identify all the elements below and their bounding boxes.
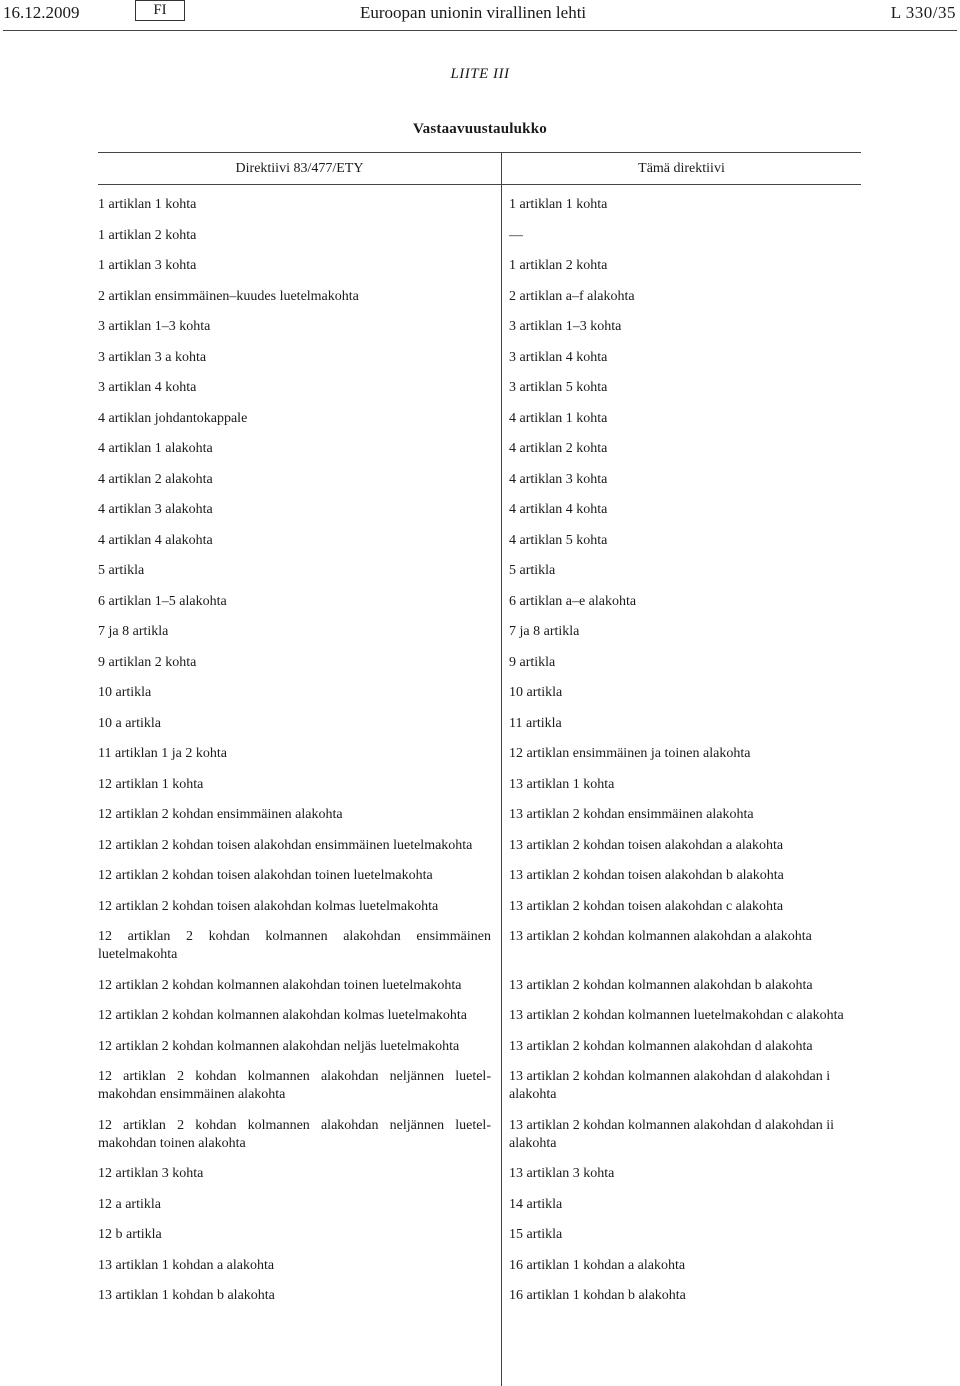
cell-old-reference: 11 artiklan 1 ja 2 kohta: [98, 746, 227, 761]
cell-old-reference: 12 artiklan 2 kohdan kolmannen alakohdan ensimmäinen luetelmakohta: [98, 929, 491, 962]
cell-old-reference: 12 artiklan 2 kohdan toisen alakohdan kolmas luetelmakohta: [98, 898, 439, 914]
cell-old-reference: 1 artiklan 3 kohta: [98, 258, 197, 273]
cell-old-reference: 4 artiklan 2 alakohta: [98, 471, 213, 487]
table-row: [98, 1165, 861, 1183]
table-row: [98, 654, 861, 672]
header-rule: [3, 30, 957, 31]
table-row: [98, 1117, 861, 1153]
language-badge: FI: [135, 0, 185, 21]
table-row: [98, 593, 861, 611]
cell-old-reference: 5 artikla: [98, 563, 145, 578]
cell-new-reference: 13 artiklan 2 kohdan toisen alakohdan a alakohta: [509, 837, 784, 853]
table-row: [98, 257, 861, 275]
table-row: [98, 227, 861, 245]
cell-old-reference: 12 artiklan 2 kohdan kolmannen alakohdan toinen luetelmakohta: [98, 977, 462, 993]
cell-new-reference: 3 artiklan 4 kohta: [509, 349, 608, 365]
cell-new-reference: 6 artiklan a–e alakohta: [509, 593, 637, 609]
cell-new-reference: 1 artiklan 2 kohta: [509, 258, 608, 273]
cell-new-reference: 4 artiklan 1 kohta: [509, 410, 608, 426]
cell-new-reference: 9 artikla: [509, 654, 556, 670]
table-row: [98, 684, 861, 702]
cell-new-reference: 4 artiklan 4 kohta: [509, 502, 608, 517]
cell-old-reference: 3 artiklan 1–3 kohta: [98, 319, 211, 334]
cell-old-reference: 12 artiklan 2 kohdan kolmannen alakohdan neljännen luetelmakohdan ensimmäinen alakohta: [98, 1069, 491, 1102]
table-body: [98, 196, 861, 1318]
cell-old-reference: 12 artiklan 2 kohdan kolmannen alakohdan kolmas luetelmakohta: [98, 1008, 467, 1023]
cell-new-reference: 13 artiklan 2 kohdan ensimmäinen alakohta: [509, 807, 754, 822]
cell-old-reference: 10 artikla: [98, 685, 152, 700]
table-row: [98, 288, 861, 306]
cell-old-reference: 12 artiklan 2 kohdan kolmannen alakohdan neljännen luetelmakohdan toinen alakohta: [98, 1117, 491, 1151]
table-row: [98, 1038, 861, 1056]
cell-new-reference: 13 artiklan 2 kohdan kolmannen alakohdan a alakohta: [509, 929, 812, 944]
cell-old-reference: 12 a artikla: [98, 1196, 161, 1212]
cell-old-reference: 12 artiklan 2 kohdan ensimmäinen alakohta: [98, 807, 343, 822]
table-row: [98, 623, 861, 641]
cell-old-reference: 12 artiklan 3 kohta: [98, 1166, 204, 1181]
table-top-rule: [98, 152, 861, 153]
table-row: [98, 715, 861, 733]
table-row: [98, 1226, 861, 1244]
annex-heading: LIITE III: [450, 66, 510, 82]
cell-old-reference: 4 artiklan johdantokappale: [98, 410, 248, 426]
cell-new-reference: 11 artikla: [509, 715, 562, 731]
cell-old-reference: 6 artiklan 1–5 alakohta: [98, 593, 227, 609]
table-row: [98, 532, 861, 550]
table-row: [98, 1257, 861, 1275]
cell-old-reference: 12 b artikla: [98, 1227, 162, 1242]
cell-new-reference: 4 artiklan 2 kohta: [509, 441, 608, 456]
table-row: [98, 745, 861, 763]
table-row: [98, 837, 861, 855]
cell-new-reference: 13 artiklan 2 kohdan toisen alakohdan b alakohta: [509, 868, 784, 883]
cell-new-reference: 13 artiklan 2 kohdan kolmannen luetelmakohdan c alakohta: [509, 1008, 844, 1023]
cell-new-reference: 16 artiklan 1 kohdan a alakohta: [509, 1257, 686, 1273]
table-header-rule: [98, 184, 861, 185]
cell-new-reference: 7 ja 8 artikla: [509, 624, 580, 639]
table-row: [98, 196, 861, 214]
publication-date: 16.12.2009: [3, 3, 80, 22]
cell-new-reference: 5 artikla: [509, 563, 556, 578]
column-header-this-directive: Tämä direktiivi: [638, 161, 725, 176]
table-row: [98, 440, 861, 458]
cell-new-reference: 13 artiklan 2 kohdan kolmannen alakohdan b alakohta: [509, 977, 813, 993]
cell-new-reference: —: [509, 227, 523, 243]
cell-new-reference: 1 artiklan 1 kohta: [509, 197, 608, 212]
cell-new-reference: 3 artiklan 1–3 kohta: [509, 319, 622, 334]
cell-old-reference: 4 artiklan 3 alakohta: [98, 502, 213, 517]
table-row: [98, 562, 861, 580]
cell-old-reference: 2 artiklan ensimmäinen–kuudes luetelmakohta: [98, 288, 359, 304]
cell-new-reference: 16 artiklan 1 kohdan b alakohta: [509, 1288, 686, 1303]
cell-old-reference: 3 artiklan 4 kohta: [98, 380, 197, 395]
table-row: [98, 379, 861, 397]
cell-new-reference: 3 artiklan 5 kohta: [509, 380, 608, 395]
cell-new-reference: 13 artiklan 2 kohdan kolmannen alakohdan d alakohdan ii alakohta: [509, 1117, 835, 1151]
table-row: [98, 928, 861, 964]
table-row: [98, 776, 861, 794]
table-row: [98, 1196, 861, 1214]
cell-new-reference: 12 artiklan ensimmäinen ja toinen alakohta: [509, 746, 751, 761]
table-row: [98, 471, 861, 489]
table-row: [98, 349, 861, 367]
cell-old-reference: 4 artiklan 4 alakohta: [98, 532, 213, 548]
cell-old-reference: 12 artiklan 2 kohdan kolmannen alakohdan neljäs luetelmakohta: [98, 1038, 460, 1054]
cell-old-reference: 9 artiklan 2 kohta: [98, 654, 197, 670]
cell-old-reference: 1 artiklan 1 kohta: [98, 197, 197, 212]
cell-new-reference: 4 artiklan 3 kohta: [509, 471, 608, 487]
page-number: L 330/35: [890, 3, 956, 22]
cell-old-reference: 12 artiklan 2 kohdan toisen alakohdan toinen luetelmakohta: [98, 868, 433, 883]
cell-new-reference: 13 artiklan 2 kohdan toisen alakohdan c alakohta: [509, 898, 784, 914]
table-row: [98, 318, 861, 336]
journal-title: Euroopan unionin virallinen lehti: [360, 3, 587, 22]
cell-old-reference: 12 artiklan 2 kohdan toisen alakohdan ensimmäinen luetelmakohta: [98, 837, 473, 853]
cell-new-reference: 13 artiklan 1 kohta: [509, 776, 615, 792]
table-row: [98, 867, 861, 885]
cell-new-reference: 14 artikla: [509, 1196, 563, 1212]
cell-new-reference: 15 artikla: [509, 1227, 563, 1242]
table-row: [98, 806, 861, 824]
table-row: [98, 1007, 861, 1025]
cell-old-reference: 13 artiklan 1 kohdan a alakohta: [98, 1257, 275, 1273]
table-row: [98, 501, 861, 519]
cell-old-reference: 13 artiklan 1 kohdan b alakohta: [98, 1288, 275, 1303]
table-row: [98, 977, 861, 995]
cell-old-reference: 1 artiklan 2 kohta: [98, 227, 197, 243]
cell-new-reference: 13 artiklan 2 kohdan kolmannen alakohdan d alakohdan i alakohta: [509, 1069, 831, 1102]
cell-old-reference: 10 a artikla: [98, 715, 161, 731]
cell-old-reference: 4 artiklan 1 alakohta: [98, 441, 213, 456]
table-row: [98, 410, 861, 428]
cell-old-reference: 7 ja 8 artikla: [98, 624, 169, 639]
table-row: [98, 1287, 861, 1305]
cell-old-reference: 12 artiklan 1 kohta: [98, 776, 204, 792]
cell-new-reference: 4 artiklan 5 kohta: [509, 532, 608, 548]
cell-old-reference: 3 artiklan 3 a kohta: [98, 349, 207, 365]
table-row: [98, 1068, 861, 1104]
cell-new-reference: 13 artiklan 3 kohta: [509, 1166, 615, 1181]
table-row: [98, 898, 861, 916]
page-header: [0, 0, 960, 30]
cell-new-reference: 2 artiklan a–f alakohta: [509, 288, 635, 304]
cell-new-reference: 13 artiklan 2 kohdan kolmannen alakohdan d alakohta: [509, 1038, 813, 1054]
column-header-directive-83-477: Direktiivi 83/477/ETY: [235, 161, 364, 176]
cell-new-reference: 10 artikla: [509, 685, 563, 700]
document-title: Vastaavuustaulukko: [413, 121, 547, 137]
